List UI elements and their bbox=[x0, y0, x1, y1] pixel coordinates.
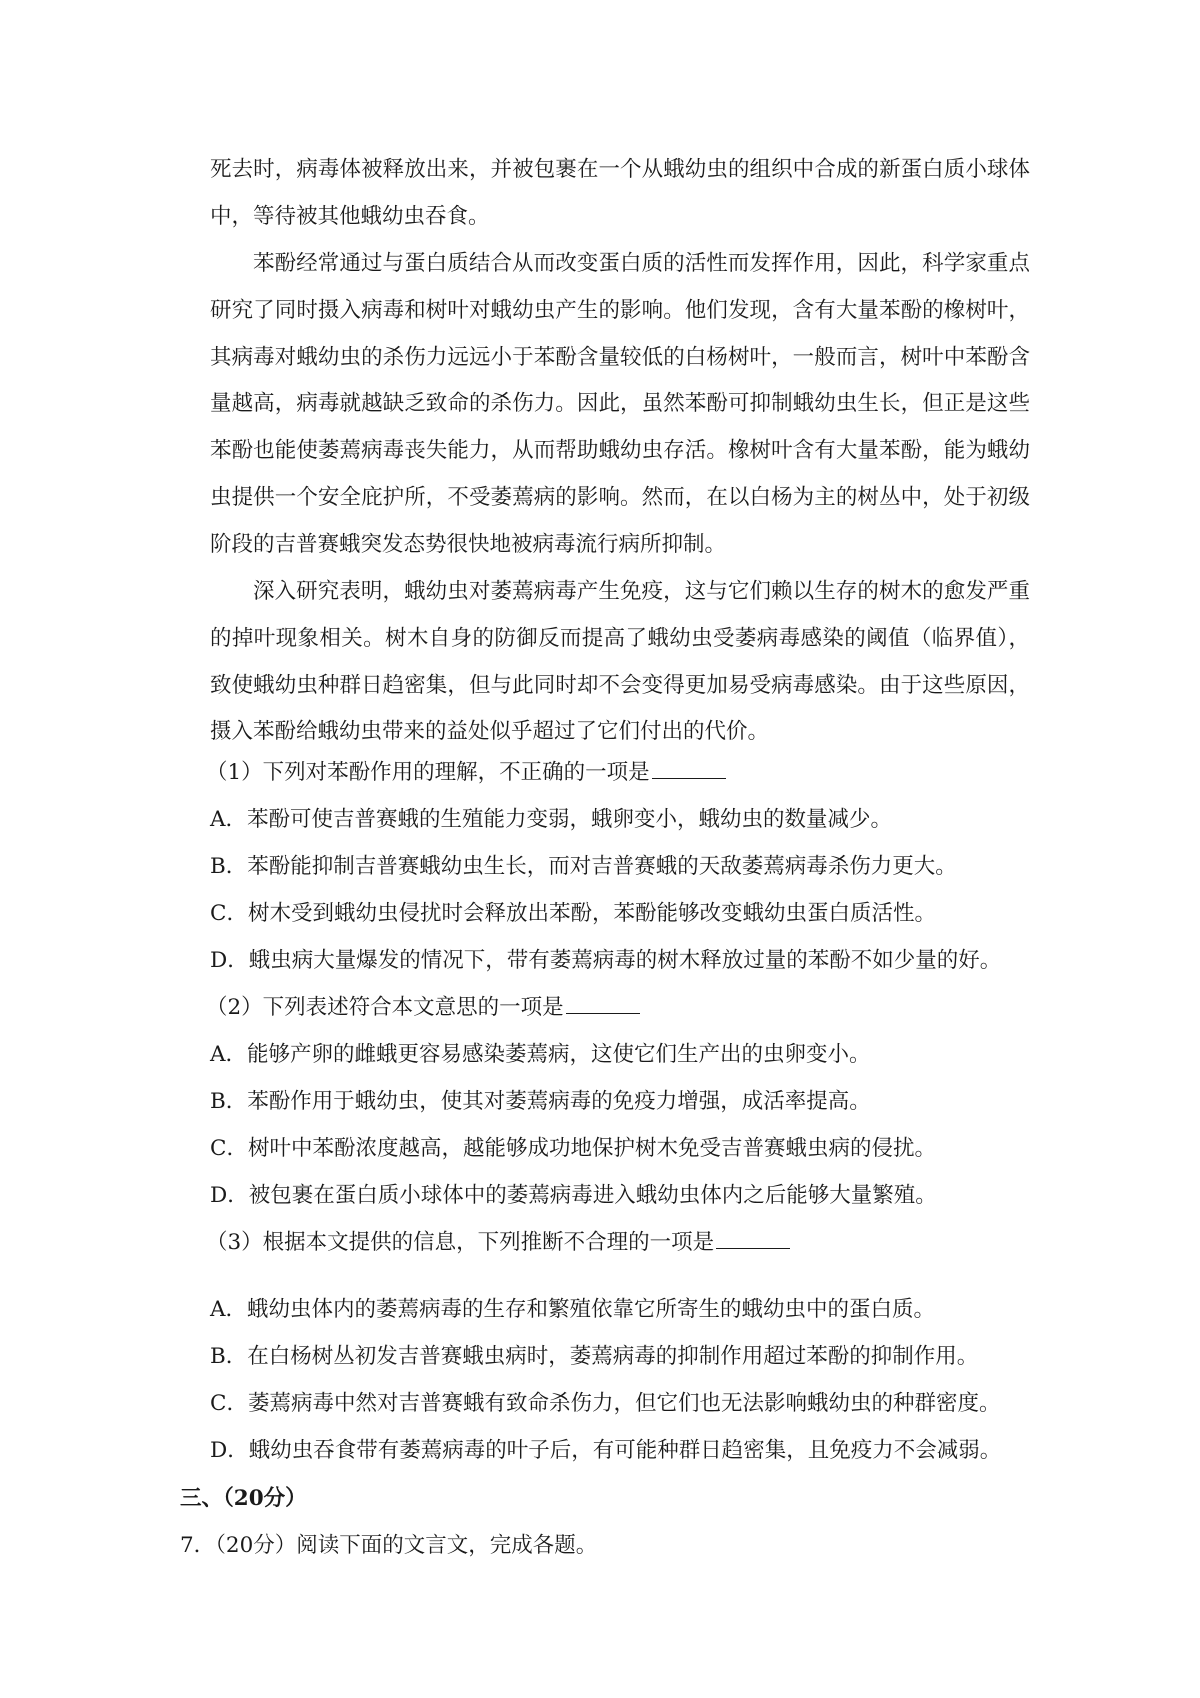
question-3-option-a: A．蛾幼虫体内的萎蔫病毒的生存和繁殖依靠它所寄生的蛾幼虫中的蛋白质。 bbox=[210, 1297, 936, 1322]
answer-blank[interactable] bbox=[566, 993, 640, 1014]
passage-paragraph-continued: 死去时，病毒体被释放出来，并被包裹在一个从蛾幼虫的组织中合成的新蛋白质小球体中，等待被其他蛾幼虫吞食。 bbox=[210, 157, 1030, 229]
answer-blank[interactable] bbox=[716, 1228, 790, 1249]
question-3-option-c: C．萎蔫病毒中然对吉普赛蛾有致命杀伤力，但它们也无法影响蛾幼虫的种群密度。 bbox=[210, 1391, 1001, 1416]
question-1-stem bbox=[206, 758, 726, 788]
question-3-stem bbox=[206, 1228, 790, 1258]
question-3-option-b: B．在白杨树丛初发吉普赛蛾虫病时，萎蔫病毒的抑制作用超过苯酚的抑制作用。 bbox=[210, 1344, 979, 1369]
question-2-option-a: A．能够产卵的雌蛾更容易感染萎蔫病，这使它们生产出的虫卵变小。 bbox=[210, 1042, 871, 1067]
question-1-option-a: A．苯酚可使吉普赛蛾的生殖能力变弱，蛾卵变小，蛾幼虫的数量减少。 bbox=[210, 807, 893, 832]
question-2-stem bbox=[206, 993, 640, 1023]
question-1-text: （1）下列对苯酚作用的理解，不正确的一项是 bbox=[206, 760, 650, 785]
question-1-option-c: C．树木受到蛾幼虫侵扰时会释放出苯酚，苯酚能够改变蛾幼虫蛋白质活性。 bbox=[210, 901, 936, 926]
question-1-option-d: D．蛾虫病大量爆发的情况下，带有萎蔫病毒的树木释放过量的苯酚不如少量的好。 bbox=[210, 948, 1002, 973]
question-2-option-d: D．被包裹在蛋白质小球体中的萎蔫病毒进入蛾幼虫体内之后能够大量繁殖。 bbox=[210, 1183, 937, 1208]
question-1-option-b: B．苯酚能抑制吉普赛蛾幼虫生长，而对吉普赛蛾的天敌萎蔫病毒杀伤力更大。 bbox=[210, 854, 957, 879]
section-heading: 三、（20分） bbox=[180, 1486, 307, 1511]
question-7-stem: 7．（20分）阅读下面的文言文，完成各题。 bbox=[180, 1533, 598, 1558]
question-2-option-b: B．苯酚作用于蛾幼虫，使其对萎蔫病毒的免疫力增强，成活率提高。 bbox=[210, 1089, 871, 1114]
question-2-option-c: C．树叶中苯酚浓度越高，越能够成功地保护树木免受吉普赛蛾虫病的侵扰。 bbox=[210, 1136, 936, 1161]
passage-paragraph-2: 苯酚经常通过与蛋白质结合从而改变蛋白质的活性而发挥作用，因此，科学家重点研究了同时摄入病毒和树叶对蛾幼虫产生的影响。他们发现，含有大量苯酚的橡树叶，其病毒对蛾幼虫的杀伤力远远小于苯酚含量较低的白杨树叶，一般而言，树叶中苯酚含量越高，病毒就越缺乏致命的杀伤力。因此，虽然苯酚可抑制蛾幼虫生长，但正是这些苯酚也能使萎蔫病毒丧失能力，从而帮助蛾幼虫存活。橡树叶含有大量苯酚，能为蛾幼虫提供一个安全庇护所，不受萎蔫病的影响。然而，在以白杨为主的树丛中，处于初级阶段的吉普赛蛾突发态势很快地被病毒流行病所抑制。 bbox=[210, 251, 1030, 557]
passage-paragraph-3: 深入研究表明，蛾幼虫对萎蔫病毒产生免疫，这与它们赖以生存的树木的愈发严重的掉叶现象相关。树木自身的防御反而提高了蛾幼虫受萎病毒感染的阈值（临界值），致使蛾幼虫种群日趋密集，但与此同时却不会变得更加易受病毒感染。由于这些原因，摄入苯酚给蛾幼虫带来的益处似乎超过了它们付出的代价。 bbox=[210, 579, 1030, 745]
question-2-text: （2）下列表述符合本文意思的一项是 bbox=[206, 995, 564, 1020]
question-3-option-d: D．蛾幼虫吞食带有萎蔫病毒的叶子后，有可能种群日趋密集，且免疫力不会减弱。 bbox=[210, 1438, 1002, 1463]
answer-blank[interactable] bbox=[652, 758, 726, 779]
question-3-text: （3）根据本文提供的信息，下列推断不合理的一项是 bbox=[206, 1230, 715, 1255]
